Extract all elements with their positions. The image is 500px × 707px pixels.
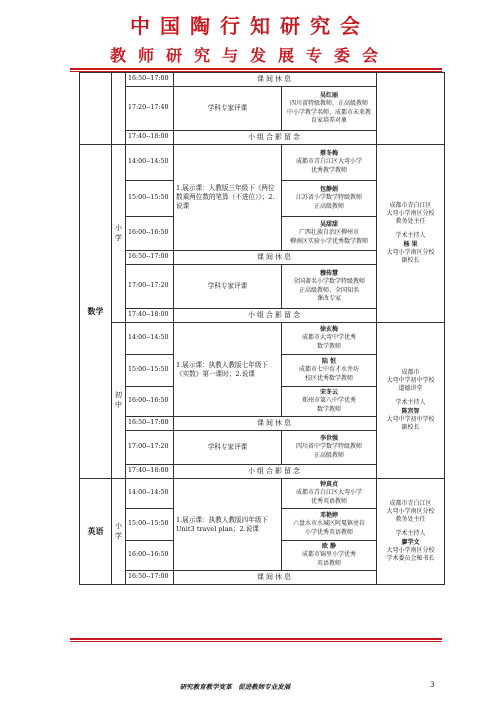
content-cell: 1.展示课：执教人教版四年级下 Unit3 travel plan；2.说课 bbox=[174, 479, 282, 571]
time-cell: 16:00--16:50 bbox=[126, 387, 174, 417]
speaker-title: 四川省中学数学特级教师 bbox=[295, 443, 362, 451]
photo-cell: 小组合影留念 bbox=[174, 131, 377, 145]
speaker-cell bbox=[282, 541, 377, 571]
speaker-cell bbox=[282, 387, 377, 417]
table-row bbox=[80, 479, 445, 509]
host-name: 陈宫智 bbox=[401, 407, 420, 415]
speaker-cell bbox=[282, 323, 377, 355]
time-cell: 15:00--15:50 bbox=[126, 181, 174, 217]
speaker-name: 徐玄梅 bbox=[319, 326, 338, 334]
page-number: 3 bbox=[430, 681, 435, 689]
break-cell: 课间休息 bbox=[174, 251, 377, 265]
host-line: 学术主持人 bbox=[395, 232, 426, 240]
speaker-title: 中小学教学名师、成都市未来教 bbox=[286, 108, 371, 116]
speaker-title: 正高级教师 bbox=[313, 451, 344, 459]
host-line: 副校长 bbox=[401, 423, 420, 431]
speaker-title: 成都市七中育才水井坊 bbox=[298, 366, 359, 374]
break-cell: 课间休息 bbox=[174, 73, 377, 87]
speaker-cell bbox=[282, 431, 377, 465]
speaker-title: 优秀教学教师 bbox=[310, 166, 347, 174]
subject-cell-blank bbox=[80, 73, 112, 145]
speaker-title: 优秀英语教师 bbox=[310, 497, 347, 505]
content-cell: 1.展示课：执教人教版七年级下《实数》第一课时；2.说课 bbox=[174, 323, 282, 417]
host-line: 大弯中学初中学校 bbox=[386, 377, 435, 385]
schedule-table bbox=[79, 72, 445, 585]
speaker-title: 育家培养对象 bbox=[310, 116, 347, 124]
host-line: 成都市青白江区 bbox=[389, 500, 432, 508]
content-cell: 学科专家评课 bbox=[174, 431, 282, 465]
host-line: 大弯小学南区分校 bbox=[386, 508, 435, 516]
speaker-name: 欧 静 bbox=[321, 543, 337, 551]
speaker-title: 数学教师 bbox=[316, 342, 341, 350]
time-cell: 17:00--17:20 bbox=[126, 431, 174, 465]
time-cell: 16:00--16:50 bbox=[126, 541, 174, 571]
time-cell: 16:50--17:00 bbox=[126, 417, 174, 431]
speaker-cell bbox=[282, 217, 377, 251]
speaker-name: 吴红丽 bbox=[319, 92, 338, 100]
host-cell bbox=[377, 145, 445, 323]
speaker-title: 成都市青白江区大弯小学 bbox=[295, 158, 362, 166]
speaker-title: 六盘水市水城区阿戛镇亮岩 bbox=[292, 520, 365, 528]
speaker-name: 蔡冬梅 bbox=[319, 150, 338, 158]
speaker-name: 李世强 bbox=[319, 435, 338, 443]
speaker-title: 成都市锦里小学优秀 bbox=[301, 551, 356, 559]
host-line: 大弯小学南区分校 bbox=[386, 546, 435, 554]
host-line: 大弯小学南区分校 bbox=[386, 210, 435, 218]
break-cell: 课间休息 bbox=[174, 571, 377, 585]
speaker-cell bbox=[282, 87, 377, 131]
table-row bbox=[80, 73, 445, 87]
speaker-name: 包静娟 bbox=[319, 186, 338, 194]
speaker-title: 成都市青白江区大弯小学 bbox=[295, 489, 362, 497]
time-cell: 17:40--18:00 bbox=[126, 465, 174, 479]
time-cell: 15:00--15:50 bbox=[126, 509, 174, 541]
header-rule bbox=[70, 68, 442, 70]
speaker-title: 正高级教师 bbox=[313, 202, 344, 210]
host-line: 大弯小学南区分校 bbox=[386, 248, 435, 256]
content-cell: 学科专家评课 bbox=[174, 87, 282, 131]
level-primary: 小学 bbox=[112, 479, 126, 585]
speaker-cell bbox=[282, 265, 377, 309]
level-junior: 初中 bbox=[112, 323, 126, 479]
host-line: 学术主持人 bbox=[395, 530, 426, 538]
organization-title: 中国陶行知研究会 bbox=[130, 14, 370, 38]
host-name: 杨 果 bbox=[403, 240, 418, 248]
time-cell: 17:40--18:00 bbox=[126, 309, 174, 323]
speaker-cell bbox=[282, 145, 377, 181]
table-row bbox=[80, 145, 445, 181]
host-line: 教务处主任 bbox=[395, 516, 426, 524]
time-cell: 15:00--15:50 bbox=[126, 355, 174, 387]
level-primary: 小学 bbox=[112, 145, 126, 323]
time-cell: 16:50--17:00 bbox=[126, 571, 174, 585]
speaker-cell bbox=[282, 479, 377, 509]
time-cell: 16:50--17:00 bbox=[126, 73, 174, 87]
host-line: 成都市青白江区 bbox=[389, 202, 432, 210]
speaker-name: 吴甜甜 bbox=[319, 221, 338, 229]
footer-rule bbox=[70, 638, 442, 640]
photo-cell: 小组合影留念 bbox=[174, 465, 377, 479]
speaker-name: 邓艳婷 bbox=[319, 512, 338, 520]
footer-slogan: 研究教育教学变革 促进教师专业发展 bbox=[179, 683, 291, 691]
time-cell: 17:40--18:00 bbox=[126, 131, 174, 145]
host-line: 副校长 bbox=[401, 256, 420, 264]
speaker-title: 柳南区实验小学优秀数学教师 bbox=[289, 237, 368, 245]
speaker-name: 陆 恒 bbox=[321, 358, 337, 366]
speaker-title: 数学教师 bbox=[316, 405, 341, 413]
break-cell: 课间休息 bbox=[174, 417, 377, 431]
committee-subtitle: 教师研究与发展专委会 bbox=[109, 46, 390, 65]
speaker-title: 课改专家 bbox=[316, 294, 341, 302]
host-line: 大弯中学初中学校 bbox=[386, 415, 435, 423]
time-cell: 14:00--14:50 bbox=[126, 145, 174, 181]
host-line: 学术主持人 bbox=[395, 399, 426, 407]
subject-math: 数学 bbox=[80, 145, 112, 479]
speaker-name: 钟真贞 bbox=[319, 481, 338, 489]
content-cell: 1.展示课：人教版三年级下《两位数乘两位数的笔算（不进位）》；2.说课 bbox=[174, 145, 282, 251]
subject-english: 英语 bbox=[80, 479, 112, 585]
speaker-title: 小学优秀英语教师 bbox=[304, 528, 353, 536]
host-name: 廖学文 bbox=[401, 538, 420, 546]
speaker-title: 成都市大弯中学优秀 bbox=[301, 334, 356, 342]
speaker-title: 正高级教师、全国知名 bbox=[298, 286, 359, 294]
host-line: 成都市 bbox=[401, 369, 420, 377]
speaker-name: 穆传慧 bbox=[319, 270, 338, 278]
time-cell: 16:00--16:50 bbox=[126, 217, 174, 251]
speaker-title: 四川省特级教师、正高级教师 bbox=[289, 100, 368, 108]
speaker-title: 英语教师 bbox=[316, 559, 341, 567]
host-cell bbox=[377, 479, 445, 585]
time-cell: 17:00--17:20 bbox=[126, 265, 174, 309]
time-cell: 16:50--17:00 bbox=[126, 251, 174, 265]
footer-rule-thin bbox=[70, 641, 442, 642]
host-line: 教务处主任 bbox=[395, 218, 426, 226]
speaker-title: 广西壮族自治区柳州市 bbox=[298, 229, 359, 237]
host-line: 学术委员会秘书长 bbox=[386, 554, 435, 562]
table-row bbox=[80, 323, 445, 355]
speaker-cell bbox=[282, 509, 377, 541]
time-cell: 14:00--14:50 bbox=[126, 479, 174, 509]
speaker-cell bbox=[282, 181, 377, 217]
time-cell: 14:00--14:50 bbox=[126, 323, 174, 355]
time-cell: 17:20--17:40 bbox=[126, 87, 174, 131]
photo-cell: 小组合影留念 bbox=[174, 309, 377, 323]
host-cell bbox=[377, 323, 445, 479]
host-cell-blank bbox=[377, 73, 445, 145]
speaker-title: 校区优秀数学教师 bbox=[304, 374, 353, 382]
speaker-title: 郑州市第八中学优秀 bbox=[301, 397, 356, 405]
speaker-cell bbox=[282, 355, 377, 387]
speaker-title: 全国著名小学数学特级教师 bbox=[292, 278, 365, 286]
speaker-title: 江苏省小学数学特级教师 bbox=[295, 194, 362, 202]
content-cell: 学科专家评课 bbox=[174, 265, 282, 309]
level-cell-blank bbox=[112, 73, 126, 145]
speaker-name: 宋冬云 bbox=[319, 389, 338, 397]
host-line: 道德讲堂 bbox=[398, 385, 423, 393]
